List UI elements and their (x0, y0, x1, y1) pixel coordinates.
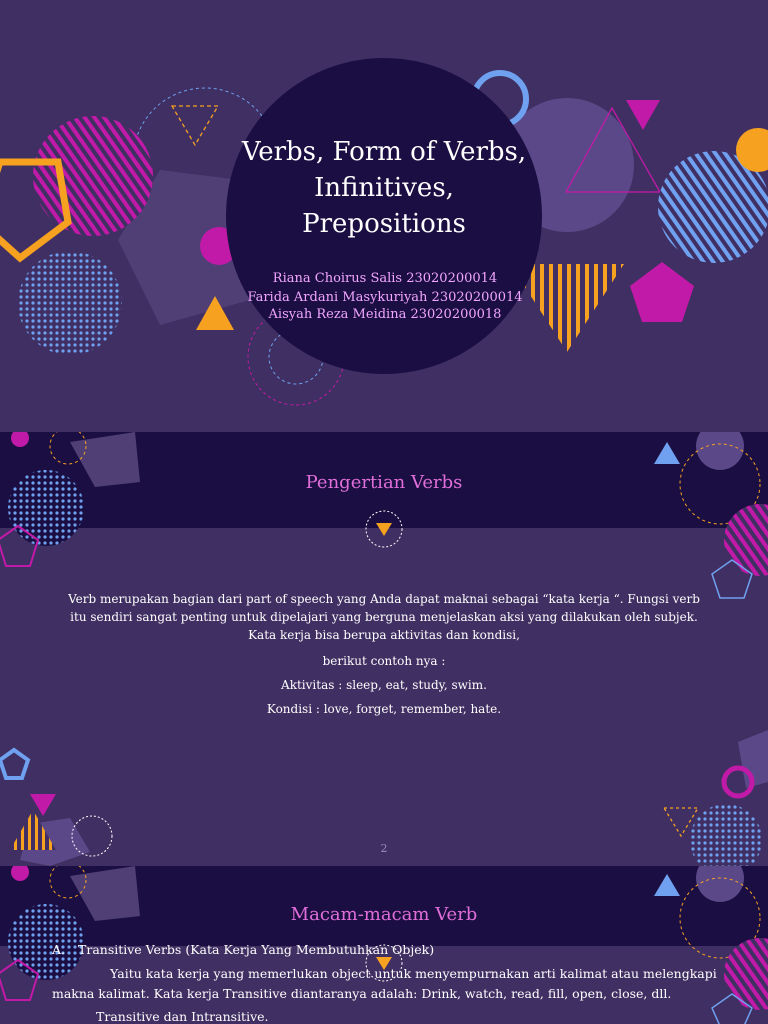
striped-circle-shape (724, 938, 768, 1010)
paragraph-line: Transitive dan Intransitive. (96, 1009, 269, 1024)
definition-slide (0, 432, 768, 866)
title-line: Verbs, Form of Verbs, (241, 137, 527, 167)
striped-circle-shape (724, 504, 768, 576)
paragraph-line: itu sendiri sangat penting untuk dipelajari yang berguna menjelaskan aksi yang dilakukan oleh subjek. (70, 610, 698, 624)
paragraph-line: Kata kerja bisa berupa aktivitas dan kondisi, (248, 628, 520, 642)
section-title: Macam-macam Verb (290, 904, 478, 925)
types-slide (0, 866, 768, 1024)
author-name: Aisyah Reza Meidina 23020200018 (268, 307, 502, 322)
author-name: Riana Choirus Salis 23020200014 (272, 271, 498, 286)
list-marker: A. (52, 942, 66, 957)
dotted-circle-shape (18, 251, 122, 355)
dashed-triangle-shape (172, 106, 218, 145)
muted-circle-shape (696, 432, 744, 470)
title-slide (0, 0, 768, 432)
magenta-dot-shape (11, 432, 29, 447)
section-title: Pengertian Verbs (305, 472, 463, 493)
paragraph-line: makna kalimat. Kata kerja Transitive diantaranya adalah: Drink, watch, read, fill, open, close, dll. (52, 986, 672, 1001)
condition-examples: Kondisi : love, forget, remember, hate. (266, 702, 502, 716)
blue-triangle-shape (654, 874, 680, 896)
example-intro: berikut contoh nya : (322, 654, 446, 668)
magenta-triangle-shape (626, 100, 660, 130)
activity-examples: Aktivitas : sleep, eat, study, swim. (281, 678, 487, 692)
dotted-circle-shape (690, 804, 762, 866)
paragraph-line: Verb merupakan bagian dari part of speech yang Anda dapat maknai sebagai “kata kerja “. Fungsi verb (68, 592, 700, 606)
pentagon-outline-shape (0, 750, 28, 778)
decorative-shapes (0, 432, 768, 866)
page-number: 2 (380, 842, 388, 855)
striped-circle-shape (33, 116, 153, 236)
muted-circle-shape (696, 866, 744, 902)
magenta-dot-shape (11, 866, 29, 881)
title-line: Infinitives, (314, 173, 454, 203)
list-item-title: Transitive Verbs (Kata Kerja Yang Membutuhkan Objek) (78, 942, 435, 957)
author-name: Farida Ardani Masykuriyah 23020200014 (247, 290, 523, 305)
blue-triangle-shape (654, 442, 680, 464)
magenta-pentagon-shape (630, 262, 694, 322)
paragraph-line: Yaitu kata kerja yang memerlukan object untuk menyempurnakan arti kalimat atau melengkapi (110, 966, 717, 981)
title-line: Prepositions (302, 209, 466, 239)
chevron-down-icon (376, 523, 392, 536)
presentation-title (240, 134, 528, 242)
